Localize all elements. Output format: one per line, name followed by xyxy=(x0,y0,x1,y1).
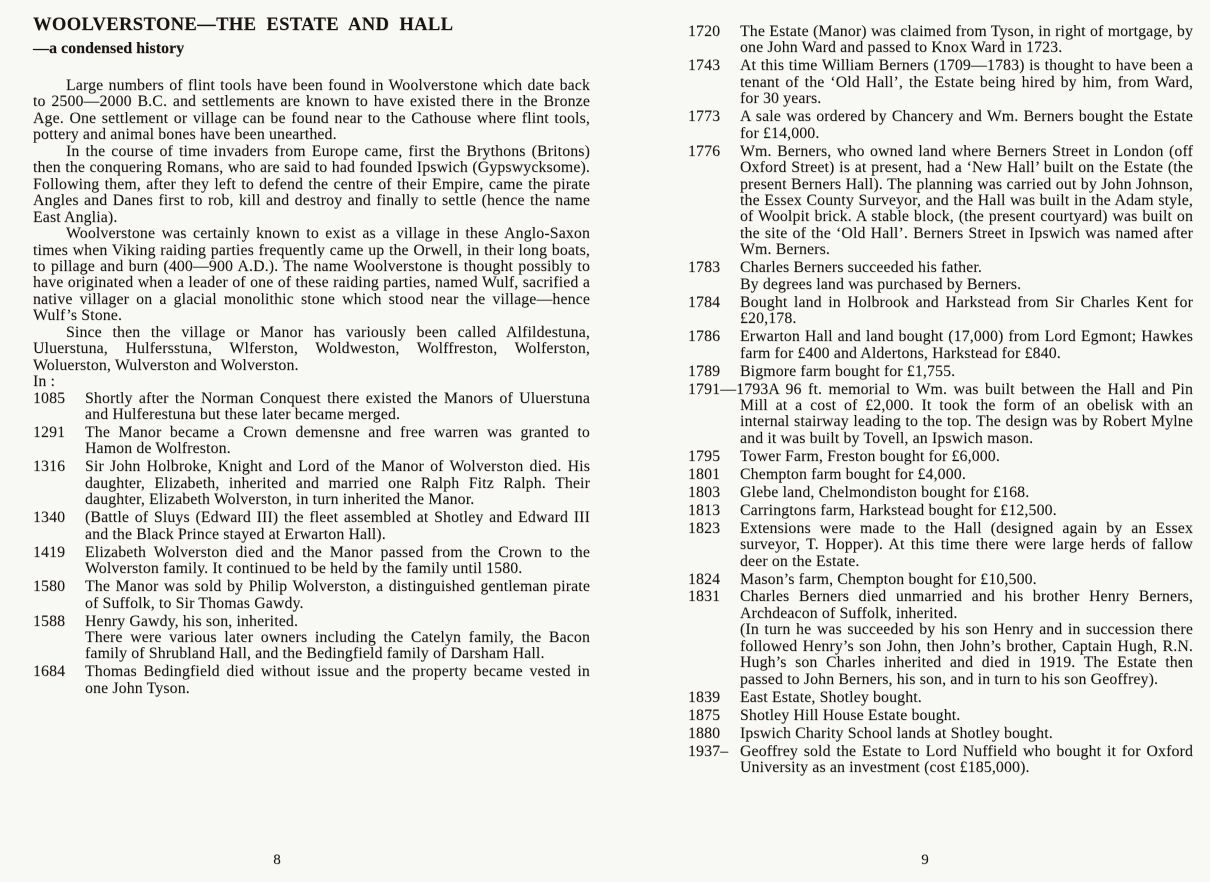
timeline-entry xyxy=(688,690,1193,706)
right-timeline xyxy=(688,24,1193,776)
entry-year: 1291 xyxy=(33,424,66,442)
entry-text: Tower Farm, Freston bought for £6,000. xyxy=(740,447,1000,465)
timeline-entry xyxy=(33,614,590,663)
entry-year: 1784 xyxy=(688,293,721,311)
entry-year: 1316 xyxy=(33,458,66,476)
entry-year: 1803 xyxy=(688,483,721,501)
timeline-entry xyxy=(688,144,1193,259)
entry-extra-text: By degrees land was purchased by Berners. xyxy=(740,275,1022,293)
timeline-entry xyxy=(688,382,1193,448)
entry-text: East Estate, Shotley bought. xyxy=(740,688,922,706)
entry-text: (Battle of Sluys (Edward III) the fleet assembled at Shotley and Edward III and the Black Prince stayed at Erwarton Hall). xyxy=(85,509,590,543)
entry-text: Thomas Bedingfield died without issue and the property became vested in one John Tyson. xyxy=(85,663,590,697)
entry-text: Charles Berners succeeded his father. xyxy=(740,259,982,277)
paragraph: Large numbers of flint tools have been found in Woolverstone which date back to 2500—2000 B.C. and settlements are known to have existed there in the Bronze Age. One settlement or village can be found near to the Cathouse where flint tools, pottery and animal bones have been unearthed. xyxy=(33,77,590,144)
intro-paragraphs xyxy=(33,78,590,374)
left-timeline xyxy=(33,391,590,698)
paragraph: Since then the village or Manor has variously been called Alfildestuna, Uluerstuna, Hulfersstuna, Wlferston, Woldweston, Wolffreston, Wolferston, Woluerston, Wulverston and Wolverston. xyxy=(33,323,590,374)
entry-year: 1801 xyxy=(688,465,721,483)
entry-year: 1085 xyxy=(33,389,66,407)
entry-text: Henry Gawdy, his son, inherited. xyxy=(85,612,299,630)
entry-text: Erwarton Hall and land bought (17,000) from Lord Egmont; Hawkes farm for £400 and Aldertons, Harkstead for £840. xyxy=(740,328,1193,362)
entry-year: 1684 xyxy=(33,663,66,681)
timeline-entry xyxy=(33,545,590,578)
entry-text: Charles Berners died unmarried and his brother Henry Berners, Archdeacon of Suffolk, inherited. xyxy=(740,588,1193,622)
timeline-entry xyxy=(688,467,1193,483)
entry-text: Geoffrey sold the Estate to Lord Nuffield who bought it for Oxford University as an investment (cost £185,000). xyxy=(740,742,1193,776)
timeline-entry xyxy=(688,449,1193,465)
page-subtitle: —a condensed history xyxy=(33,40,185,57)
timeline-entry xyxy=(33,510,590,543)
entry-year: 1743 xyxy=(688,57,721,75)
in-label: In : xyxy=(33,373,56,391)
entry-year: 1875 xyxy=(688,706,721,724)
entry-text: Chempton farm bought for £4,000. xyxy=(740,465,966,483)
paragraph: Woolverstone was certainly known to exist as a village in these Anglo-Saxon times when Viking raiding parties frequently came up the Orwell, in their long boats, to pillage and burn (400—900 A.D.). The name Woolverstone is thought possibly to have originated when a leader of one of these raiding parties, named Wulf, sacrified a native villager on a glacial monolithic stone which stood near the village—hence Wulf’s Stone. xyxy=(33,225,590,325)
entry-year: 1831 xyxy=(688,588,721,606)
entry-extra-text: (In turn he was succeeded by his son Henry and in succession there followed Henry’s son John, then John’s brother, Captain Hugh, R.N. Hugh’s son Charles inherited and died in 1919. The Estate then passed to John Berners, his son, and in turn to his son Geoffrey). xyxy=(740,621,1193,688)
timeline-entry xyxy=(33,391,590,424)
timeline-entry xyxy=(33,664,590,697)
entry-year: 1783 xyxy=(688,259,721,277)
entry-text: Sir John Holbroke, Knight and Lord of the Manor of Wolverston died. His daughter, Elizabeth, inherited and married one Ralph Fitz Ralph. Their daughter, Elizabeth Wolverston, in turn inherited the Manor. xyxy=(85,458,590,509)
left-page xyxy=(33,14,590,699)
entry-year: 1937– xyxy=(688,742,729,760)
timeline-entry xyxy=(688,485,1193,501)
timeline-entry xyxy=(688,295,1193,328)
entry-year: 1786 xyxy=(688,328,721,346)
entry-text: Wm. Berners, who owned land where Berners Street in London (off Oxford Street) is at present, had a ‘New Hall’ built on the Estate (the present Berners Hall). The planning was carried out by John Johnson, the Essex County Surveyor, and the Hall was built in the Adam style, of Woolpit brick. A stable block, (the present courtyard) was built on the site of the ‘Old Hall’. Berners Street in Ipswich was named after Wm. Berners. xyxy=(740,142,1193,259)
entry-year: 1791—1793 xyxy=(688,380,769,398)
entry-text: Extensions were made to the Hall (designed again by an Essex surveyor, T. Hopper). At this time there were large herds of fallow deer on the Estate. xyxy=(740,519,1193,570)
entry-text: Ipswich Charity School lands at Shotley bought. xyxy=(740,724,1053,742)
entry-year: 1813 xyxy=(688,501,721,519)
entry-text: Shotley Hill House Estate bought. xyxy=(740,706,961,724)
timeline-entry xyxy=(688,708,1193,724)
entry-year: 1824 xyxy=(688,570,721,588)
timeline-entry xyxy=(688,726,1193,742)
timeline-entry xyxy=(688,572,1193,588)
timeline-entry xyxy=(688,521,1193,570)
entry-year: 1580 xyxy=(33,578,66,596)
entry-year: 1720 xyxy=(688,23,721,40)
entry-text: A 96 ft. memorial to Wm. was built between the Hall and Pin Mill at a cost of £2,000. It took the form of an obelisk with an internal stairway leading to the top. The design was by Robert Mylne and it was built by Tovell, an Ipswich mason. xyxy=(740,380,1193,447)
right-page xyxy=(688,24,1193,778)
timeline-entry xyxy=(688,260,1193,293)
entry-year: 1795 xyxy=(688,447,721,465)
page-number-right: 9 xyxy=(921,852,929,868)
entry-extra-text: There were various later owners including the Catelyn family, the Bacon family of Shrubland Hall, and the Bedingfield family of Darsham Hall. xyxy=(85,628,590,663)
timeline-entry xyxy=(33,425,590,458)
entry-text: The Manor was sold by Philip Wolverston, a distinguished gentleman pirate of Suffolk, to Sir Thomas Gawdy. xyxy=(85,578,590,612)
entry-year: 1773 xyxy=(688,108,721,126)
entry-text: Shortly after the Norman Conquest there existed the Manors of Uluerstuna and Hulferestuna but these later became merged. xyxy=(85,389,590,424)
timeline-entry xyxy=(688,24,1193,57)
entry-year: 1588 xyxy=(33,612,66,630)
entry-year: 1839 xyxy=(688,688,721,706)
paragraph: In the course of time invaders from Europe came, first the Brythons (Britons) then the conquering Romans, who are said to had founded Ipswich (Gypswycksome). Following them, after they left to defend the centre of their Empire, came the pirate Angles and Danes first to rob, kill and destroy and finally to settle (hence the name East Anglia). xyxy=(33,142,590,226)
entry-year: 1776 xyxy=(688,142,721,160)
timeline-entry xyxy=(688,109,1193,142)
timeline-entry xyxy=(688,589,1193,688)
timeline-entry xyxy=(33,459,590,508)
entry-text: Mason’s farm, Chempton bought for £10,500. xyxy=(740,570,1037,588)
entry-text: The Manor became a Crown demensne and free warren was granted to Hamon de Wolfreston. xyxy=(85,424,590,458)
timeline-entry xyxy=(688,503,1193,519)
page-number-left: 8 xyxy=(273,852,281,868)
entry-year: 1789 xyxy=(688,362,721,380)
timeline-entry xyxy=(688,58,1193,107)
entry-text: At this time William Berners (1709—1783) is thought to have been a tenant of the ‘Old Hall’, the Estate being hired by him, from Ward, for 30 years. xyxy=(740,57,1193,108)
page-title: WOOLVERSTONE—THE ESTATE AND HALL xyxy=(33,15,454,35)
entry-year: 1880 xyxy=(688,724,721,742)
entry-text: Elizabeth Wolverston died and the Manor passed from the Crown to the Wolverston family. It continued to be held by the family until 1580. xyxy=(85,543,590,578)
timeline-entry xyxy=(33,579,590,612)
entry-year: 1340 xyxy=(33,509,66,527)
timeline-entry xyxy=(688,364,1193,380)
entry-text: Glebe land, Chelmondiston bought for £168. xyxy=(740,483,1030,501)
timeline-entry xyxy=(688,744,1193,777)
entry-text: The Estate (Manor) was claimed from Tyson, in right of mortgage, by one John Ward and passed to Knox Ward in 1723. xyxy=(740,23,1193,57)
entry-year: 1419 xyxy=(33,543,66,561)
entry-text: Carringtons farm, Harkstead bought for £12,500. xyxy=(740,501,1057,519)
entry-text: Bigmore farm bought for £1,755. xyxy=(740,362,956,380)
timeline-entry xyxy=(688,329,1193,362)
entry-text: A sale was ordered by Chancery and Wm. Berners bought the Estate for £14,000. xyxy=(740,108,1193,142)
entry-text: Bought land in Holbrook and Harkstead from Sir Charles Kent for £20,178. xyxy=(740,293,1193,328)
entry-year: 1823 xyxy=(688,519,721,537)
